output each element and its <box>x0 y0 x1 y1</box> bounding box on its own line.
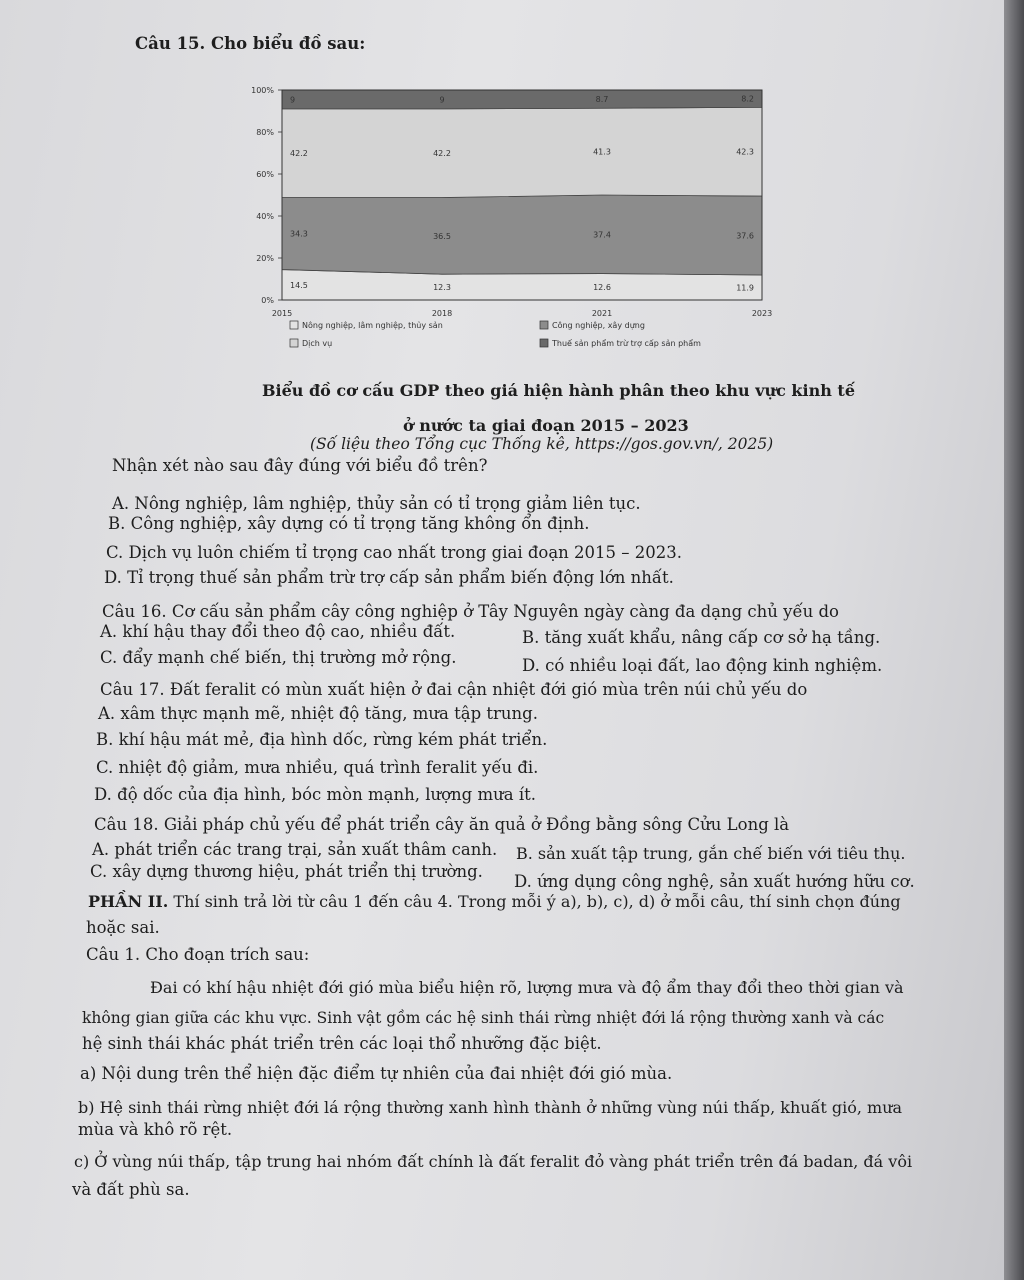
area-series-3 <box>282 107 762 197</box>
part2-instruction: Thí sinh trả lời từ câu 1 đến câu 4. Trong mỗi ý a), b), c), d) ở mỗi câu, thí sinh chọn đúng <box>173 892 901 911</box>
x-tick-label-2023: 2023 <box>751 309 773 318</box>
q15-heading: Câu 15. Cho biểu đồ sau: <box>135 34 366 53</box>
x-tick-label-2018: 2018 <box>431 309 453 318</box>
data-label-s4-2021: 8.7 <box>595 95 609 105</box>
data-label-s1-2015: 14.5 <box>290 280 308 290</box>
data-label-s4-2023: 8.2 <box>741 94 754 104</box>
q17-option-d: D. độ dốc của địa hình, bóc mòn mạnh, lượng mưa ít. <box>94 785 536 804</box>
q18-option-c: C. xây dựng thương hiệu, phát triển thị trường. <box>90 862 483 881</box>
chart-areas <box>282 90 762 300</box>
area-series-2 <box>282 195 762 275</box>
data-label-s2-2018: 36.5 <box>433 231 451 241</box>
statement-a: a) Nội dung trên thể hiện đặc điểm tự nhiên của đai nhiệt đới gió mùa. <box>80 1064 673 1083</box>
data-label-s2-2021: 37.4 <box>593 230 611 240</box>
legend-label-4: Thuế sản phẩm trừ trợ cấp sản phẩm <box>552 339 701 348</box>
part2-q1-heading: Câu 1. Cho đoạn trích sau: <box>86 945 310 964</box>
y-tick-label-1: 20% <box>256 254 274 263</box>
part2-instruction-cont: hoặc sai. <box>86 918 160 937</box>
data-label-s2-2023: 37.6 <box>736 231 754 241</box>
area-series-4 <box>282 90 762 109</box>
data-label-s4-2015: 9 <box>290 95 296 105</box>
legend-swatch-2 <box>540 321 548 329</box>
y-tick-label-5: 100% <box>251 86 274 95</box>
part2-header <box>88 892 901 912</box>
chart-x-ticks <box>272 309 772 318</box>
q16-option-d: D. có nhiều loại đất, lao động kinh nghiệm. <box>522 656 883 675</box>
legend-label-2: Công nghiệp, xây dựng <box>552 321 645 330</box>
page-edge-shadow <box>1004 0 1024 1280</box>
q16-option-c: C. đẩy mạnh chế biến, thị trường mở rộng. <box>100 648 457 667</box>
data-label-s3-2021: 41.3 <box>593 147 611 157</box>
q15-option-d: D. Tỉ trọng thuế sản phẩm trừ trợ cấp sản phẩm biến động lớn nhất. <box>104 568 674 587</box>
legend-swatch-1 <box>290 321 298 329</box>
chart-gridlines <box>278 90 282 300</box>
data-label-s1-2021: 12.6 <box>593 282 611 292</box>
data-label-s3-2023: 42.3 <box>736 147 754 157</box>
statement-b-line-1: b) Hệ sinh thái rừng nhiệt đới lá rộng thường xanh hình thành ở những vùng núi thấp, khuất gió, mưa <box>78 1098 903 1117</box>
data-label-s4-2018: 9 <box>439 95 445 105</box>
q17-option-b: B. khí hậu mát mẻ, địa hình dốc, rừng kém phát triển. <box>96 730 548 749</box>
y-tick-label-0: 0% <box>261 296 274 305</box>
y-tick-label-4: 80% <box>256 128 274 137</box>
data-label-s3-2018: 42.2 <box>433 149 451 159</box>
legend-swatch-3 <box>290 339 298 347</box>
statement-c-line-2: và đất phù sa. <box>72 1180 190 1199</box>
chart-legend <box>290 320 701 349</box>
q15-option-a: A. Nông nghiệp, lâm nghiệp, thủy sản có tỉ trọng giảm liên tục. <box>112 494 641 513</box>
data-label-s3-2015: 42.2 <box>290 149 308 159</box>
data-label-s2-2015: 34.3 <box>290 229 308 239</box>
q18-option-b: B. sản xuất tập trung, gắn chế biến với tiêu thụ. <box>516 844 906 863</box>
q18-question: Câu 18. Giải pháp chủ yếu để phát triển cây ăn quả ở Đồng bằng sông Cửu Long là <box>94 815 790 834</box>
passage-line-2: không gian giữa các khu vực. Sinh vật gồm các hệ sinh thái rừng nhiệt đới lá rộng thường xanh và các <box>82 1009 885 1027</box>
q16-option-b: B. tăng xuất khẩu, nâng cấp cơ sở hạ tầng. <box>522 628 881 647</box>
q15-option-b: B. Công nghiệp, xây dựng có tỉ trọng tăng không ổn định. <box>108 514 590 533</box>
passage-line-3: hệ sinh thái khác phát triển trên các loại thổ nhưỡng đặc biệt. <box>82 1034 602 1053</box>
legend-label-1: Nông nghiệp, lâm nghiệp, thủy sản <box>302 321 443 330</box>
q17-option-c: C. nhiệt độ giảm, mưa nhiều, quá trình feralit yếu đi. <box>96 758 539 777</box>
q18-option-a: A. phát triển các trang trại, sản xuất thâm canh. <box>92 840 498 859</box>
legend-swatch-4 <box>540 339 548 347</box>
x-tick-label-2021: 2021 <box>591 309 613 318</box>
gdp-structure-chart <box>240 78 775 384</box>
q15-question: Nhận xét nào sau đây đúng với biểu đồ trên? <box>112 456 488 475</box>
q17-question: Câu 17. Đất feralit có mùn xuất hiện ở đai cận nhiệt đới gió mùa trên núi chủ yếu do <box>100 680 808 699</box>
chart-source: (Số liệu theo Tổng cục Thống kê, https://gos.gov.vn/, 2025) <box>310 435 774 453</box>
part2-title: PHẦN II. <box>88 892 169 911</box>
statement-b-line-2: mùa và khô rõ rệt. <box>78 1120 233 1139</box>
passage-line-1: Đai có khí hậu nhiệt đới gió mùa biểu hiện rõ, lượng mưa và độ ẩm thay đổi theo thời gian và <box>150 978 904 997</box>
chart-y-ticks <box>251 86 274 305</box>
q17-option-a: A. xâm thực mạnh mẽ, nhiệt độ tăng, mưa tập trung. <box>98 704 538 723</box>
statement-c-line-1: c) Ở vùng núi thấp, tập trung hai nhóm đất chính là đất feralit đỏ vàng phát triển trên đá badan, đá vôi <box>74 1152 913 1171</box>
q15-option-c: C. Dịch vụ luôn chiếm tỉ trọng cao nhất trong giai đoạn 2015 – 2023. <box>106 543 683 562</box>
legend-label-3: Dịch vụ <box>302 339 333 348</box>
q16-option-a: A. khí hậu thay đổi theo độ cao, nhiều đất. <box>100 622 456 641</box>
y-tick-label-3: 60% <box>256 170 274 179</box>
q18-option-d: D. ứng dụng công nghệ, sản xuất hướng hữu cơ. <box>514 872 915 891</box>
chart-caption-line2: ở nước ta giai đoạn 2015 – 2023 <box>403 416 689 435</box>
q16-question: Câu 16. Cơ cấu sản phẩm cây công nghiệp ở Tây Nguyên ngày càng đa dạng chủ yếu do <box>102 602 839 621</box>
data-label-s1-2023: 11.9 <box>736 283 754 293</box>
x-tick-label-2015: 2015 <box>271 309 293 318</box>
data-label-s1-2018: 12.3 <box>433 283 451 293</box>
chart-caption-line1: Biểu đồ cơ cấu GDP theo giá hiện hành phân theo khu vực kinh tế <box>262 381 855 400</box>
y-tick-label-2: 40% <box>256 212 274 221</box>
